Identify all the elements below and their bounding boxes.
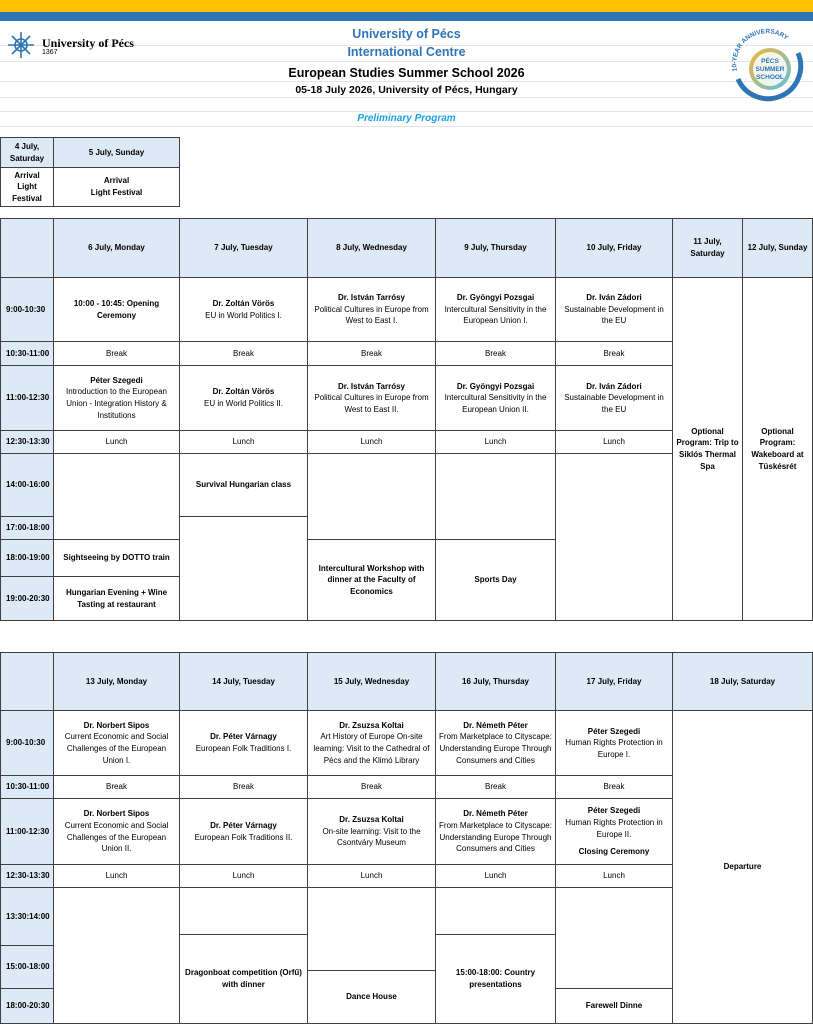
- week2-time-label: 13:30:14:00: [0, 887, 54, 946]
- lecturer-name: Dr. Péter Várnagy: [210, 820, 277, 830]
- badge-arc-text: 10-YEAR ANNIVERSARY: [731, 28, 790, 72]
- session-title: Sustainable Development in the EU: [564, 304, 664, 326]
- week2-day-header: 15 July, Wednesday: [307, 652, 436, 711]
- week2-empty-cell: [179, 887, 308, 935]
- week2-wed-dance: Dance House: [307, 970, 436, 1024]
- session-title: EU in World Politics I.: [205, 310, 282, 320]
- week1-lunch: Lunch: [435, 430, 556, 454]
- week1-lunch: Lunch: [307, 430, 436, 454]
- week2-day-header: 16 July, Thursday: [435, 652, 556, 711]
- week1-mon-session: [53, 365, 180, 431]
- sheet-row-line: [0, 111, 813, 112]
- week2-mon-session: [53, 710, 180, 776]
- week1-time-label: 10:30-11:00: [0, 341, 54, 366]
- page-subtitle: 05-18 July 2026, University of Pécs, Hungary: [295, 84, 518, 96]
- week2-time-label: 15:00-18:00: [0, 945, 54, 989]
- session-title: Political Cultures in Europe from West to East I.: [314, 304, 429, 326]
- session-title: Human Rights Protection in Europe I.: [565, 738, 663, 759]
- session-title: On-site learning: Visit to the Csontváry Museum: [322, 826, 421, 848]
- program-label: Preliminary Program: [357, 113, 456, 124]
- top-stripe-yellow: [0, 0, 813, 12]
- lecturer-name: Dr. Péter Várnagy: [210, 732, 277, 742]
- week2-lunch: Lunch: [555, 864, 673, 888]
- week1-tue-hungarian: Survival Hungarian class: [179, 453, 308, 517]
- week2-lunch: Lunch: [179, 864, 308, 888]
- sheet-row-line: [0, 61, 813, 62]
- week2-break: Break: [179, 775, 308, 799]
- week1-lunch: Lunch: [179, 430, 308, 454]
- week2-tue-session: [179, 710, 308, 776]
- week1-time-label: 17:00-18:00: [0, 516, 54, 540]
- week1-mon-opening: 10:00 - 10:45: Opening Ceremony: [53, 277, 180, 342]
- week2-break: Break: [53, 775, 180, 799]
- week1-empty-cell: [53, 453, 180, 540]
- lecturer-name: Dr. Zoltán Vörös: [212, 298, 275, 308]
- week2-sat-departure: Departure: [672, 710, 813, 1024]
- lecturer-name: Dr. Németh Péter: [463, 720, 528, 730]
- week2-time-label: 18:00-20:30: [0, 988, 54, 1024]
- week1-day-header: 9 July, Thursday: [435, 218, 556, 278]
- sheet-row-line: [0, 81, 813, 82]
- week2-break: Break: [435, 775, 556, 799]
- week2-day-header: 14 July, Tuesday: [179, 652, 308, 711]
- pre-day-header-1: 4 July, Saturday: [0, 137, 54, 168]
- session-title: European Folk Traditions I.: [195, 744, 292, 753]
- week1-mon-sightseeing: Sightseeing by DOTTO train: [53, 539, 180, 577]
- week2-break: Break: [555, 775, 673, 799]
- week1-time-label: 18:00-19:00: [0, 539, 54, 577]
- lecturer-name: Péter Szegedi: [587, 806, 641, 816]
- badge-line-1: PÉCS: [761, 58, 779, 65]
- week1-day-header: 11 July, Saturday: [672, 218, 743, 278]
- week1-fri-session: [555, 365, 673, 431]
- week1-mon-evening: Hungarian Evening + Wine Tasting at restaurant: [53, 576, 180, 621]
- lecturer-name: Dr. Iván Zádori: [586, 381, 642, 391]
- week2-empty-cell: [435, 887, 556, 935]
- lecturer-name: Dr. Norbert Sipos: [83, 720, 150, 730]
- lecturer-name: Dr. Németh Péter: [463, 809, 528, 819]
- week1-lunch: Lunch: [53, 430, 180, 454]
- lecturer-name: Dr. István Tarrósy: [338, 293, 405, 303]
- week1-tue-session: [179, 277, 308, 342]
- lecturer-name: Dr. Gyöngyi Pozsgai: [456, 381, 535, 391]
- week2-thu-country: 15:00-18:00: Country presentations: [435, 934, 556, 1024]
- week1-time-label: 14:00-16:00: [0, 453, 54, 517]
- week1-break: Break: [179, 341, 308, 366]
- session-title: Intercultural Sensitivity in the European Union I.: [444, 304, 547, 326]
- week1-day-header: 6 July, Monday: [53, 218, 180, 278]
- anniversary-badge-icon: [728, 27, 806, 105]
- page-title: European Studies Summer School 2026: [288, 66, 525, 80]
- sheet-row-line: [0, 126, 813, 127]
- week2-empty-cell: [555, 887, 673, 989]
- lecturer-name: Péter Szegedi: [587, 726, 641, 736]
- week1-empty-cell: [555, 453, 673, 621]
- week1-sat-optional: Optional Program: Trip to Siklós Thermal Spa: [672, 277, 743, 621]
- week2-fri-farewell: Farewell Dinne: [555, 988, 673, 1024]
- week1-day-header: 10 July, Friday: [555, 218, 673, 278]
- week1-thu-session: [435, 365, 556, 431]
- lecturer-name: Dr. Zsuzsa Koltai: [339, 720, 404, 730]
- week2-empty-cell: [307, 887, 436, 971]
- week1-break: Break: [307, 341, 436, 366]
- session-title: From Marketplace to Cityscape: Understanding Europe Through Consumers and Cities: [439, 820, 552, 854]
- week2-tue-dragonboat: Dragonboat competition (Orfű) with dinner: [179, 934, 308, 1024]
- week2-tue-session: [179, 798, 308, 865]
- week1-break: Break: [435, 341, 556, 366]
- week2-break: Break: [307, 775, 436, 799]
- pre-day-event-2-line2: Light Festival: [90, 188, 143, 197]
- week2-thu-session: [435, 710, 556, 776]
- week2-lunch: Lunch: [53, 864, 180, 888]
- week1-time-label: 11:00-12:30: [0, 365, 54, 431]
- badge-line-2: SUMMER: [755, 66, 785, 73]
- session-title: European Folk Traditions II.: [194, 832, 293, 842]
- top-stripe-blue: [0, 12, 813, 21]
- week1-wed-session: [307, 277, 436, 342]
- week1-sun-optional: Optional Program: Wakeboard at Tüskésrét: [742, 277, 813, 621]
- week1-wed-workshop: Intercultural Workshop with dinner at the Faculty of Economics: [307, 539, 436, 621]
- lecturer-name: Dr. Zsuzsa Koltai: [339, 815, 404, 825]
- week2-fri-session: [555, 798, 673, 865]
- week2-corner: [0, 652, 54, 711]
- week1-break: Break: [53, 341, 180, 366]
- session-title: Current Economic and Social Challenges of the European Union I.: [64, 732, 169, 765]
- session-title: Art History of Europe On-site learning: Visit to the Cathedral of Pécs and the Klimó Library: [313, 732, 430, 765]
- session-title: From Marketplace to Cityscape: Understanding Europe Through Consumers and Cities: [439, 732, 552, 765]
- pre-day-event-2: [53, 167, 180, 207]
- week2-day-header: 18 July, Saturday: [672, 652, 813, 711]
- session-title: Human Rights Protection in Europe II.: [565, 817, 663, 839]
- week1-empty-cell: [179, 516, 308, 621]
- session-title: Political Cultures in Europe from West to East II.: [314, 393, 429, 414]
- week2-wed-session: [307, 798, 436, 865]
- week1-time-label: 9:00-10:30: [0, 277, 54, 342]
- week1-empty-cell: [435, 453, 556, 540]
- week1-time-label: 19:00-20:30: [0, 576, 54, 621]
- week1-break: Break: [555, 341, 673, 366]
- session-title: EU in World Politics II.: [204, 399, 283, 408]
- week1-lunch: Lunch: [555, 430, 673, 454]
- week1-empty-cell: [307, 453, 436, 540]
- closing-ceremony: Closing Ceremony: [578, 847, 650, 857]
- week2-empty-cell: [53, 887, 180, 1024]
- pre-day-header-2: 5 July, Sunday: [53, 137, 180, 168]
- week2-fri-session: [555, 710, 673, 776]
- week1-tue-session: [179, 365, 308, 431]
- week1-day-header: 8 July, Wednesday: [307, 218, 436, 278]
- lecturer-name: Dr. Gyöngyi Pozsgai: [456, 293, 535, 303]
- session-title: Introduction to the European Union - Integration History & Institutions: [66, 387, 167, 420]
- week2-mon-session: [53, 798, 180, 865]
- lecturer-name: Dr. Zoltán Vörös: [212, 387, 275, 397]
- lecturer-name: Péter Szegedi: [90, 375, 143, 385]
- week2-lunch: Lunch: [307, 864, 436, 888]
- week2-time-label: 10:30-11:00: [0, 775, 54, 799]
- logo-year: 1367: [42, 49, 58, 56]
- week2-day-header: 13 July, Monday: [53, 652, 180, 711]
- week1-day-header: 7 July, Tuesday: [179, 218, 308, 278]
- session-title: Intercultural Sensitivity in the European Union II.: [444, 393, 547, 414]
- badge-line-3: SCHOOL: [756, 74, 784, 81]
- week1-thu-session: [435, 277, 556, 342]
- week1-day-header: 12 July, Sunday: [742, 218, 813, 278]
- week1-fri-session: [555, 277, 673, 342]
- week1-thu-sports: Sports Day: [435, 539, 556, 621]
- week2-time-label: 11:00-12:30: [0, 798, 54, 865]
- pre-day-event-1: Arrival Light Festival: [0, 167, 54, 207]
- week2-lunch: Lunch: [435, 864, 556, 888]
- centre-name: International Centre: [347, 45, 466, 59]
- week2-thu-session: [435, 798, 556, 865]
- week1-time-label: 12:30-13:30: [0, 430, 54, 454]
- university-name: University of Pécs: [352, 27, 461, 41]
- week2-day-header: 17 July, Friday: [555, 652, 673, 711]
- session-title: Current Economic and Social Challenges of the European Union II.: [64, 820, 169, 854]
- logo-name: University of Pécs: [42, 36, 134, 50]
- week2-wed-session: [307, 710, 436, 776]
- sheet-row-line: [0, 97, 813, 98]
- anniversary-badge: [728, 27, 806, 105]
- lecturer-name: Dr. Norbert Sipos: [83, 809, 150, 819]
- session-title: Sustainable Development in the EU: [564, 393, 664, 414]
- week1-corner: [0, 218, 54, 278]
- week1-wed-session: [307, 365, 436, 431]
- week2-time-label: 9:00-10:30: [0, 710, 54, 776]
- lecturer-name: Dr. Iván Zádori: [586, 293, 642, 303]
- week2-time-label: 12:30-13:30: [0, 864, 54, 888]
- pre-day-event-2-line1: Arrival: [103, 176, 130, 186]
- lecturer-name: Dr. István Tarrósy: [338, 381, 405, 391]
